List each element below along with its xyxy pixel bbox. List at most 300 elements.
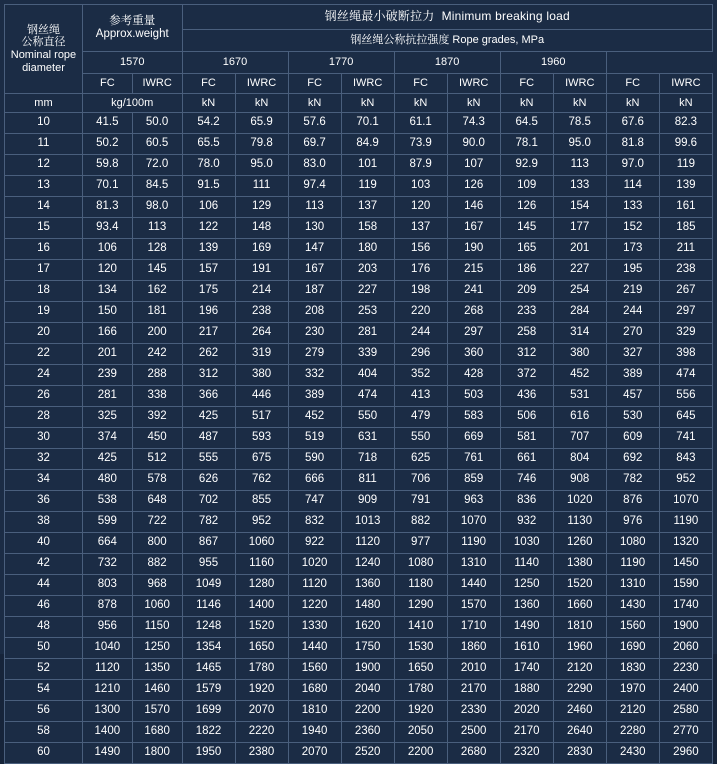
header-1570-iwrc: IWRC [235,74,288,94]
cell-load-1870-iwrc: 804 [553,449,606,470]
header-rope-grades: 钢丝绳公称抗拉强度 Rope grades, MPa [182,30,713,52]
cell-load-1870-fc: 2320 [500,743,553,764]
cell-load-1570-fc: 1146 [182,596,235,617]
cell-load-1570-fc: 366 [182,386,235,407]
cell-load-1870-fc: 836 [500,491,553,512]
cell-load-1570-iwrc: 952 [235,512,288,533]
cell-load-1870-fc: 209 [500,281,553,302]
cell-load-1870-fc: 2020 [500,701,553,722]
cell-load-1570-iwrc: 111 [235,176,288,197]
cell-load-1770-fc: 176 [394,260,447,281]
unit-1770-iwrc: kN [447,94,500,113]
cell-load-1770-iwrc: 1440 [447,575,500,596]
table-row [5,323,713,344]
cell-load-1770-fc: 220 [394,302,447,323]
cell-load-1570-fc: 139 [182,239,235,260]
cell-load-1570-fc: 555 [182,449,235,470]
cell-load-1570-fc: 1354 [182,638,235,659]
table-row [5,512,713,533]
table-row [5,281,713,302]
cell-weight-iwrc: 288 [132,365,182,386]
cell-load-1570-fc: 78.0 [182,155,235,176]
cell-load-1570-fc: 1579 [182,680,235,701]
cell-load-1770-fc: 1650 [394,659,447,680]
table-row [5,638,713,659]
cell-weight-fc: 1040 [82,638,132,659]
cell-load-1570-fc: 702 [182,491,235,512]
cell-load-1670-iwrc: 2040 [341,680,394,701]
table-row [5,218,713,239]
cell-load-1870-fc: 1610 [500,638,553,659]
cell-load-1570-fc: 1822 [182,722,235,743]
cell-load-1670-iwrc: 101 [341,155,394,176]
cell-load-1870-iwrc: 1130 [553,512,606,533]
cell-load-1570-fc: 312 [182,365,235,386]
cell-load-1570-fc: 196 [182,302,235,323]
cell-weight-iwrc: 648 [132,491,182,512]
cell-weight-iwrc: 1460 [132,680,182,701]
cell-weight-fc: 70.1 [82,176,132,197]
cell-load-1960-iwrc: 1740 [659,596,712,617]
cell-weight-fc: 81.3 [82,197,132,218]
cell-load-1570-iwrc: 1920 [235,680,288,701]
table-row [5,554,713,575]
cell-load-1960-iwrc: 2770 [659,722,712,743]
cell-load-1870-fc: 506 [500,407,553,428]
header-grade-1570: 1570 [82,52,182,74]
header-1770-fc: FC [394,74,447,94]
cell-nominal-diameter: 60 [5,743,83,764]
cell-nominal-diameter: 52 [5,659,83,680]
cell-weight-fc: 1120 [82,659,132,680]
cell-nominal-diameter: 30 [5,428,83,449]
cell-load-1870-iwrc: 177 [553,218,606,239]
cell-nominal-diameter: 15 [5,218,83,239]
table-row [5,302,713,323]
cell-nominal-diameter: 50 [5,638,83,659]
cell-load-1770-fc: 1290 [394,596,447,617]
cell-load-1870-iwrc: 133 [553,176,606,197]
table-row [5,680,713,701]
table-body [5,113,713,764]
header-breaking-load-en: Minimum breaking load [441,9,570,24]
cell-load-1960-iwrc: 82.3 [659,113,712,134]
cell-load-1960-iwrc: 185 [659,218,712,239]
cell-load-1570-fc: 65.5 [182,134,235,155]
cell-load-1670-iwrc: 84.9 [341,134,394,155]
cell-load-1570-iwrc: 1160 [235,554,288,575]
cell-load-1570-iwrc: 1520 [235,617,288,638]
cell-weight-iwrc: 113 [132,218,182,239]
table-row [5,659,713,680]
cell-load-1570-iwrc: 214 [235,281,288,302]
cell-load-1870-iwrc: 254 [553,281,606,302]
cell-load-1670-iwrc: 1900 [341,659,394,680]
cell-load-1570-iwrc: 65.9 [235,113,288,134]
cell-load-1570-fc: 106 [182,197,235,218]
cell-load-1570-iwrc: 148 [235,218,288,239]
cell-load-1570-iwrc: 1650 [235,638,288,659]
header-grade-1960: 1960 [500,52,606,74]
cell-nominal-diameter: 24 [5,365,83,386]
cell-weight-fc: 166 [82,323,132,344]
cell-load-1770-iwrc: 1190 [447,533,500,554]
cell-weight-fc: 664 [82,533,132,554]
header-grade-1870: 1870 [394,52,500,74]
cell-load-1960-fc: 1690 [606,638,659,659]
unit-1570-iwrc: kN [235,94,288,113]
cell-load-1870-iwrc: 95.0 [553,134,606,155]
cell-load-1870-iwrc: 1960 [553,638,606,659]
cell-load-1770-fc: 882 [394,512,447,533]
cell-load-1870-iwrc: 2290 [553,680,606,701]
cell-nominal-diameter: 40 [5,533,83,554]
cell-load-1960-fc: 2280 [606,722,659,743]
unit-weight: kg/100m [82,94,182,113]
cell-load-1960-iwrc: 398 [659,344,712,365]
cell-load-1960-iwrc: 1450 [659,554,712,575]
cell-load-1870-fc: 1490 [500,617,553,638]
cell-load-1670-fc: 922 [288,533,341,554]
cell-weight-fc: 956 [82,617,132,638]
cell-nominal-diameter: 19 [5,302,83,323]
cell-nominal-diameter: 36 [5,491,83,512]
cell-load-1570-fc: 217 [182,323,235,344]
cell-load-1870-fc: 1880 [500,680,553,701]
table-row [5,260,713,281]
cell-nominal-diameter: 38 [5,512,83,533]
header-1870-iwrc: IWRC [553,74,606,94]
cell-load-1670-iwrc: 70.1 [341,113,394,134]
cell-load-1670-iwrc: 253 [341,302,394,323]
cell-load-1570-fc: 175 [182,281,235,302]
cell-nominal-diameter: 46 [5,596,83,617]
cell-load-1570-iwrc: 2380 [235,743,288,764]
cell-load-1870-iwrc: 2640 [553,722,606,743]
cell-load-1670-fc: 1810 [288,701,341,722]
header-approx-weight-cn: 参考重量 [109,14,156,27]
cell-load-1570-iwrc: 264 [235,323,288,344]
cell-load-1570-iwrc: 95.0 [235,155,288,176]
cell-load-1670-iwrc: 1620 [341,617,394,638]
cell-load-1570-iwrc: 2220 [235,722,288,743]
cell-weight-iwrc: 200 [132,323,182,344]
unit-diameter: mm [5,94,83,113]
cell-load-1770-fc: 198 [394,281,447,302]
cell-load-1670-iwrc: 281 [341,323,394,344]
cell-load-1770-iwrc: 190 [447,239,500,260]
cell-load-1770-iwrc: 2170 [447,680,500,701]
header-row-grade-values [5,52,713,74]
cell-load-1770-fc: 103 [394,176,447,197]
cell-weight-iwrc: 181 [132,302,182,323]
cell-load-1570-iwrc: 517 [235,407,288,428]
cell-load-1670-fc: 1020 [288,554,341,575]
cell-load-1670-iwrc: 2520 [341,743,394,764]
cell-load-1670-iwrc: 2200 [341,701,394,722]
table-header [5,5,713,113]
cell-load-1870-fc: 233 [500,302,553,323]
cell-load-1670-fc: 57.6 [288,113,341,134]
header-nominal-diameter-cn2: 公称直径 [21,36,66,49]
cell-load-1770-iwrc: 2680 [447,743,500,764]
unit-1960-iwrc: kN [659,94,712,113]
cell-load-1570-fc: 955 [182,554,235,575]
cell-load-1670-iwrc: 550 [341,407,394,428]
cell-load-1670-fc: 1120 [288,575,341,596]
cell-load-1670-iwrc: 1120 [341,533,394,554]
cell-load-1570-fc: 54.2 [182,113,235,134]
table-row [5,575,713,596]
cell-load-1670-iwrc: 474 [341,386,394,407]
cell-weight-fc: 599 [82,512,132,533]
cell-weight-fc: 93.4 [82,218,132,239]
cell-load-1960-iwrc: 645 [659,407,712,428]
cell-load-1960-fc: 133 [606,197,659,218]
cell-load-1960-iwrc: 556 [659,386,712,407]
table-row [5,533,713,554]
cell-load-1870-iwrc: 2460 [553,701,606,722]
cell-weight-fc: 281 [82,386,132,407]
cell-load-1960-iwrc: 2230 [659,659,712,680]
cell-weight-iwrc: 882 [132,554,182,575]
cell-nominal-diameter: 13 [5,176,83,197]
cell-load-1870-fc: 372 [500,365,553,386]
cell-load-1670-iwrc: 158 [341,218,394,239]
unit-1870-iwrc: kN [553,94,606,113]
cell-load-1870-iwrc: 1520 [553,575,606,596]
cell-load-1870-fc: 1140 [500,554,553,575]
cell-weight-fc: 325 [82,407,132,428]
cell-load-1770-iwrc: 2010 [447,659,500,680]
cell-load-1870-fc: 1250 [500,575,553,596]
table-row [5,176,713,197]
header-nominal-diameter-en2: diameter [22,61,65,74]
cell-load-1870-fc: 92.9 [500,155,553,176]
cell-weight-iwrc: 50.0 [132,113,182,134]
cell-load-1770-iwrc: 1070 [447,512,500,533]
cell-weight-iwrc: 162 [132,281,182,302]
cell-load-1870-iwrc: 616 [553,407,606,428]
cell-load-1570-fc: 1699 [182,701,235,722]
cell-load-1960-fc: 609 [606,428,659,449]
cell-load-1870-fc: 145 [500,218,553,239]
cell-load-1960-iwrc: 139 [659,176,712,197]
cell-load-1770-iwrc: 1710 [447,617,500,638]
cell-load-1770-fc: 791 [394,491,447,512]
cell-load-1960-fc: 244 [606,302,659,323]
cell-load-1870-fc: 126 [500,197,553,218]
cell-load-1570-fc: 425 [182,407,235,428]
cell-load-1570-fc: 1248 [182,617,235,638]
cell-load-1770-fc: 1920 [394,701,447,722]
header-1770-iwrc: IWRC [447,74,500,94]
table-row [5,113,713,134]
cell-load-1770-iwrc: 761 [447,449,500,470]
cell-weight-fc: 1210 [82,680,132,701]
cell-weight-iwrc: 242 [132,344,182,365]
cell-load-1960-fc: 1190 [606,554,659,575]
cell-load-1670-fc: 279 [288,344,341,365]
cell-load-1570-iwrc: 675 [235,449,288,470]
cell-nominal-diameter: 58 [5,722,83,743]
cell-load-1770-iwrc: 215 [447,260,500,281]
cell-load-1670-iwrc: 119 [341,176,394,197]
cell-load-1770-iwrc: 669 [447,428,500,449]
cell-nominal-diameter: 14 [5,197,83,218]
header-approx-weight-en: Approx.weight [95,28,169,40]
cell-nominal-diameter: 48 [5,617,83,638]
cell-load-1770-fc: 296 [394,344,447,365]
cell-load-1770-iwrc: 1310 [447,554,500,575]
cell-load-1960-iwrc: 474 [659,365,712,386]
cell-load-1670-fc: 1680 [288,680,341,701]
header-1570-fc: FC [182,74,235,94]
cell-load-1770-iwrc: 268 [447,302,500,323]
cell-weight-iwrc: 1150 [132,617,182,638]
cell-load-1960-iwrc: 1070 [659,491,712,512]
cell-load-1570-iwrc: 446 [235,386,288,407]
cell-load-1960-iwrc: 267 [659,281,712,302]
table-row [5,239,713,260]
cell-load-1960-fc: 67.6 [606,113,659,134]
cell-weight-fc: 1490 [82,743,132,764]
cell-nominal-diameter: 42 [5,554,83,575]
cell-load-1670-fc: 83.0 [288,155,341,176]
table-row [5,449,713,470]
cell-nominal-diameter: 32 [5,449,83,470]
cell-load-1570-iwrc: 79.8 [235,134,288,155]
cell-load-1770-fc: 706 [394,470,447,491]
cell-nominal-diameter: 16 [5,239,83,260]
unit-1960-fc: kN [606,94,659,113]
cell-load-1870-iwrc: 1020 [553,491,606,512]
cell-load-1960-iwrc: 1190 [659,512,712,533]
cell-weight-iwrc: 338 [132,386,182,407]
header-nominal-diameter-cn1: 钢丝绳 [26,23,60,36]
cell-load-1960-fc: 219 [606,281,659,302]
cell-weight-iwrc: 145 [132,260,182,281]
cell-weight-fc: 425 [82,449,132,470]
cell-weight-fc: 538 [82,491,132,512]
cell-weight-fc: 732 [82,554,132,575]
cell-load-1570-iwrc: 593 [235,428,288,449]
cell-load-1870-fc: 186 [500,260,553,281]
cell-weight-iwrc: 1350 [132,659,182,680]
cell-weight-fc: 480 [82,470,132,491]
cell-weight-fc: 803 [82,575,132,596]
table-row [5,407,713,428]
cell-load-1960-iwrc: 238 [659,260,712,281]
cell-nominal-diameter: 20 [5,323,83,344]
cell-load-1670-fc: 97.4 [288,176,341,197]
cell-load-1960-iwrc: 329 [659,323,712,344]
cell-load-1770-fc: 61.1 [394,113,447,134]
cell-load-1960-fc: 1310 [606,575,659,596]
table-row [5,743,713,764]
cell-load-1570-fc: 157 [182,260,235,281]
cell-load-1570-fc: 487 [182,428,235,449]
cell-load-1770-iwrc: 2500 [447,722,500,743]
cell-weight-fc: 120 [82,260,132,281]
cell-load-1670-fc: 452 [288,407,341,428]
cell-load-1670-fc: 208 [288,302,341,323]
cell-load-1570-fc: 1049 [182,575,235,596]
cell-nominal-diameter: 22 [5,344,83,365]
cell-load-1960-fc: 152 [606,218,659,239]
header-row-core-types [5,74,713,94]
table-row [5,722,713,743]
cell-weight-iwrc: 1800 [132,743,182,764]
cell-load-1770-iwrc: 74.3 [447,113,500,134]
header-row-title [5,5,713,30]
cell-load-1670-fc: 832 [288,512,341,533]
cell-load-1570-iwrc: 169 [235,239,288,260]
cell-load-1570-iwrc: 1400 [235,596,288,617]
cell-load-1770-fc: 550 [394,428,447,449]
cell-nominal-diameter: 56 [5,701,83,722]
cell-load-1670-fc: 147 [288,239,341,260]
cell-weight-iwrc: 800 [132,533,182,554]
cell-load-1770-fc: 1180 [394,575,447,596]
cell-load-1770-iwrc: 126 [447,176,500,197]
table-row [5,197,713,218]
cell-load-1670-fc: 69.7 [288,134,341,155]
cell-load-1570-iwrc: 319 [235,344,288,365]
cell-load-1960-fc: 97.0 [606,155,659,176]
cell-nominal-diameter: 10 [5,113,83,134]
cell-load-1960-iwrc: 297 [659,302,712,323]
cell-load-1960-fc: 173 [606,239,659,260]
cell-load-1670-fc: 590 [288,449,341,470]
cell-load-1570-fc: 782 [182,512,235,533]
cell-nominal-diameter: 44 [5,575,83,596]
cell-load-1770-iwrc: 297 [447,323,500,344]
cell-load-1770-iwrc: 90.0 [447,134,500,155]
cell-load-1670-fc: 2070 [288,743,341,764]
cell-weight-iwrc: 72.0 [132,155,182,176]
cell-load-1870-iwrc: 380 [553,344,606,365]
header-grade-1670: 1670 [182,52,288,74]
cell-load-1670-fc: 1940 [288,722,341,743]
cell-weight-fc: 150 [82,302,132,323]
cell-load-1960-iwrc: 1590 [659,575,712,596]
cell-load-1960-fc: 530 [606,407,659,428]
cell-load-1870-fc: 661 [500,449,553,470]
cell-weight-fc: 106 [82,239,132,260]
cell-weight-fc: 59.8 [82,155,132,176]
cell-load-1870-fc: 1360 [500,596,553,617]
cell-load-1870-iwrc: 201 [553,239,606,260]
cell-load-1960-fc: 114 [606,176,659,197]
cell-load-1770-iwrc: 428 [447,365,500,386]
cell-load-1770-fc: 120 [394,197,447,218]
cell-load-1870-iwrc: 2120 [553,659,606,680]
cell-load-1570-iwrc: 1780 [235,659,288,680]
cell-load-1670-fc: 1560 [288,659,341,680]
cell-load-1870-iwrc: 452 [553,365,606,386]
header-weight-iwrc: IWRC [132,74,182,94]
cell-load-1570-iwrc: 238 [235,302,288,323]
cell-weight-iwrc: 84.5 [132,176,182,197]
cell-load-1870-iwrc: 2830 [553,743,606,764]
cell-weight-iwrc: 722 [132,512,182,533]
cell-load-1960-iwrc: 161 [659,197,712,218]
unit-1670-fc: kN [288,94,341,113]
cell-load-1670-fc: 332 [288,365,341,386]
cell-load-1770-iwrc: 583 [447,407,500,428]
cell-weight-iwrc: 392 [132,407,182,428]
